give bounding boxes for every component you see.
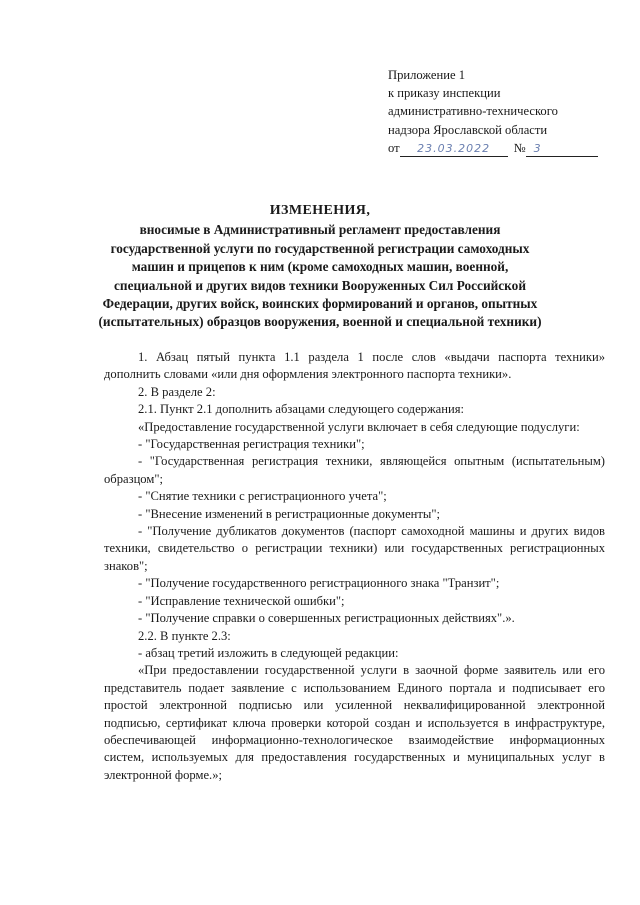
handwritten-date: 23.03.2022	[400, 142, 508, 157]
date-prefix: от	[388, 140, 400, 155]
paragraph: «При предоставлении государственной услуги в заочной форме заявитель или его представитель подает заявление с использованием Единого портала и подписывает его простой электронной подписью или усиленной неквалифицированной электронной подписью, сертификат ключа проверки которой создан и используется в инфраструктуре, обеспечивающей информационно-технологическое взаимодействие информационных систем, используемых для предоставления государственных и муниципальных услуг в электронной форме.»;	[104, 663, 605, 782]
appendix-line: к приказу инспекции	[388, 86, 501, 101]
paragraph: - абзац третий изложить в следующей редакции:	[138, 645, 399, 660]
document-body	[104, 349, 605, 784]
paragraph: 2.1. Пункт 2.1 дополнить абзацами следующего содержания:	[138, 402, 465, 417]
list-item: - "Государственная регистрация техники, являющейся опытным (испытательным) образцом";	[104, 454, 605, 486]
list-item: - "Получение справки о совершенных регистрационных действиях".».	[138, 611, 515, 626]
list-item: - "Исправление технической ошибки";	[138, 593, 345, 608]
number-label: №	[513, 140, 526, 155]
paragraph: 2.2. В пункте 2.3:	[138, 628, 231, 643]
order-date-line	[388, 139, 618, 157]
appendix-line: административно-технического	[388, 104, 558, 119]
list-item: - "Государственная регистрация техники";	[138, 437, 365, 452]
title-text: вносимые в Административный регламент предоставления государственной услуги по государственной регистрации самоходных машин и прицепов к ним (кроме самоходных машин, военной, специальной и других видов техники Вооруженных Сил Российской Федерации, других войск, воинских формирований и органов, опытных (испытательных) образцов вооружения, военной и специальной техники)	[98, 222, 542, 330]
appendix-line: надзора Ярославской области	[388, 122, 548, 137]
title-heading: ИЗМЕНЕНИЯ,	[269, 203, 371, 218]
paragraph: «Предоставление государственной услуги включает в себя следующие подуслуги:	[138, 419, 580, 434]
appendix-block	[388, 66, 618, 157]
document-title	[96, 202, 544, 332]
list-item: - "Получение государственного регистрационного знака "Транзит";	[138, 576, 500, 591]
appendix-line: Приложение 1	[388, 68, 466, 82]
paragraph: 1. Абзац пятый пункта 1.1 раздела 1 после слов «выдачи паспорта техники» дополнить словами «или дня оформления электронного паспорта техники».	[104, 350, 605, 382]
list-item: - "Снятие техники с регистрационного учета";	[138, 489, 387, 504]
list-item: - "Внесение изменений в регистрационные документы";	[138, 506, 441, 521]
handwritten-number: 3	[526, 142, 598, 157]
paragraph: 2. В разделе 2:	[138, 384, 216, 399]
list-item: - "Получение дубликатов документов (паспорт самоходной машины и других видов техники, свидетельство о регистрации техники) или государственных регистрационных знаков";	[104, 524, 605, 573]
